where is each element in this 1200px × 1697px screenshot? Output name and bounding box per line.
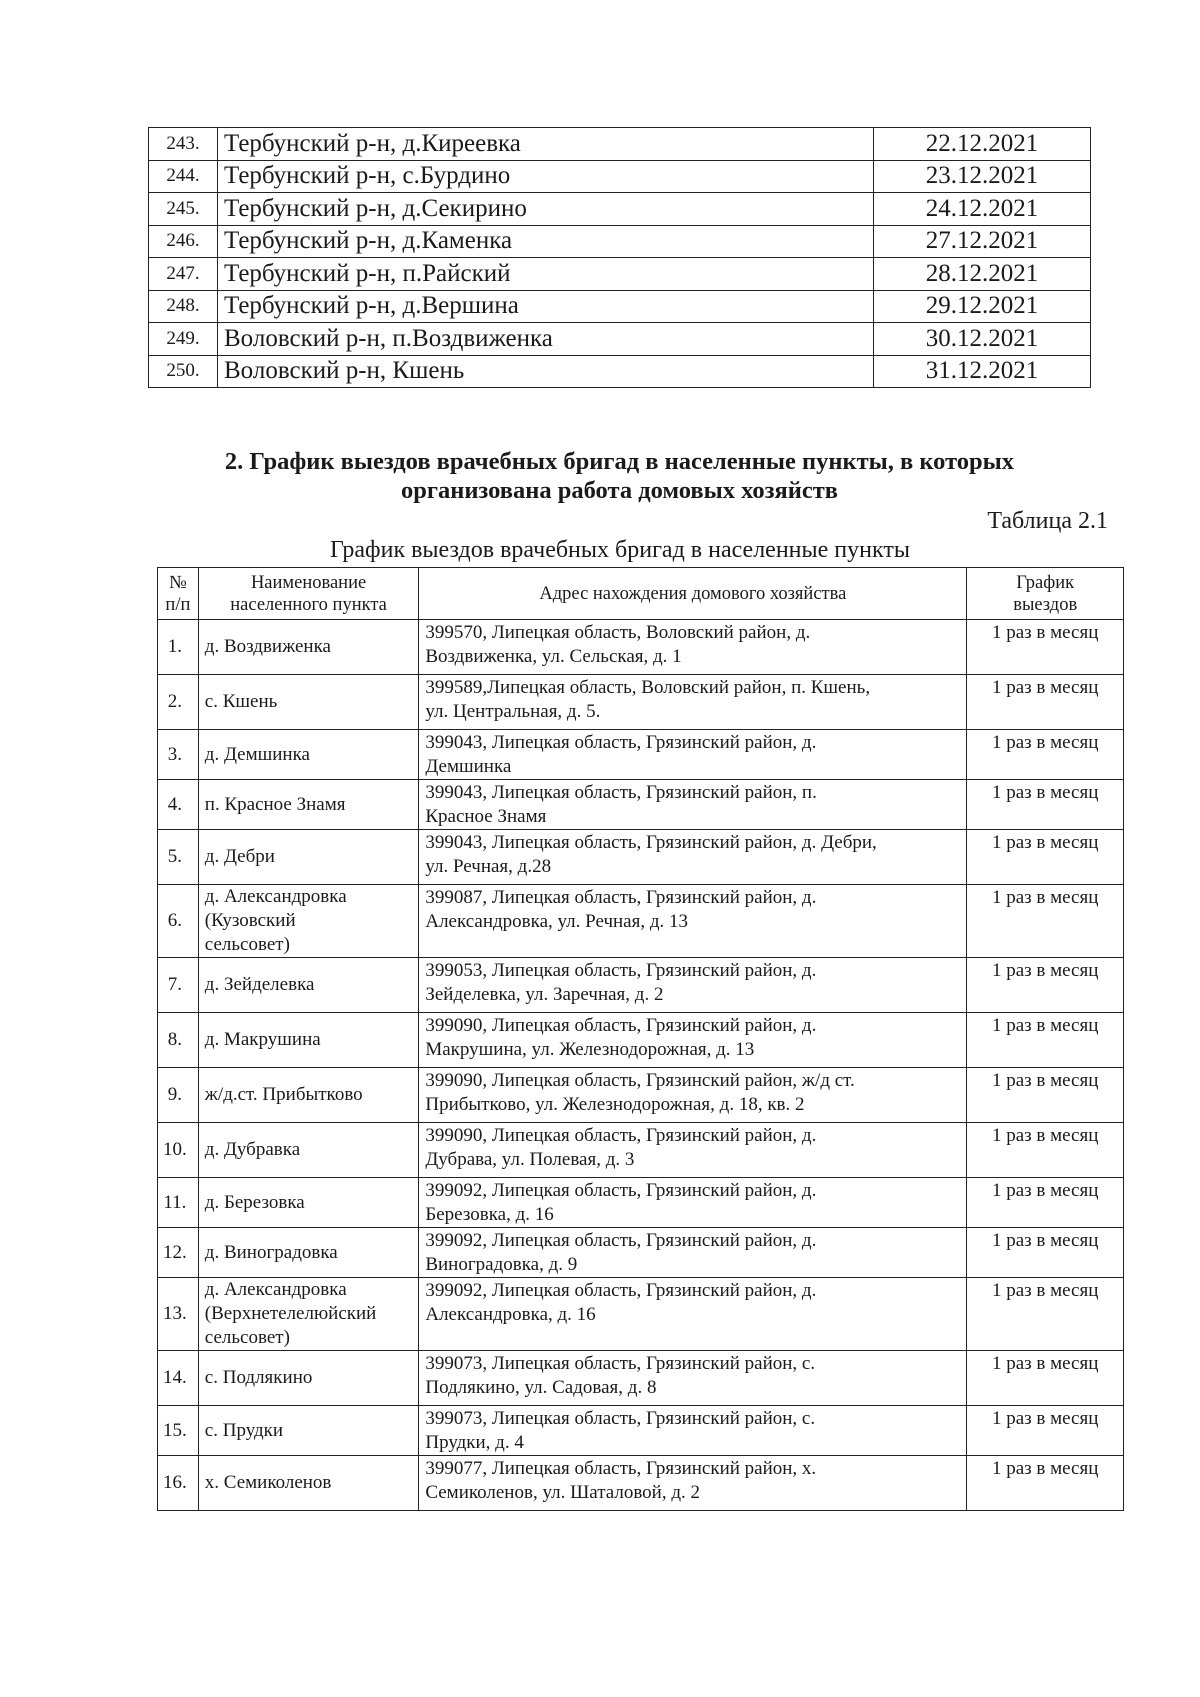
settlement-line: сельсовет) (204, 934, 290, 955)
settlement-line: д. Березовка (204, 1191, 305, 1213)
address-line: 399092, Липецкая область, Грязинский район, д. (425, 1230, 817, 1251)
row-settlement (198, 675, 419, 730)
row-schedule: 1 раз в месяц (967, 1406, 1124, 1456)
settlement-line: д. Александровка (204, 886, 347, 907)
table-row (149, 225, 1091, 258)
row-number: 10. (158, 1123, 199, 1178)
row-number: 249. (149, 323, 218, 356)
table-row (158, 1178, 1124, 1228)
row-date: 23.12.2021 (874, 160, 1091, 193)
row-date: 24.12.2021 (874, 193, 1091, 226)
table-header-row (158, 568, 1124, 620)
row-address (419, 1406, 967, 1456)
row-date: 31.12.2021 (874, 355, 1091, 388)
row-number: 245. (149, 193, 218, 226)
row-place: Тербунский р-н, д.Вершина (218, 290, 874, 323)
address-line: 399043, Липецкая область, Грязинский район, п. (425, 782, 817, 803)
address-line: 399073, Липецкая область, Грязинский район, с. (425, 1353, 816, 1374)
row-address (419, 1178, 967, 1228)
settlement-line: с. Подлякино (204, 1367, 313, 1388)
table-row (158, 1278, 1124, 1351)
row-number: 5. (158, 830, 199, 885)
header-address: Адрес нахождения домового хозяйства (419, 568, 967, 620)
table-row (149, 258, 1091, 291)
address-line: 399053, Липецкая область, Грязинский район, д. (425, 960, 817, 981)
header-settlement-name (198, 568, 419, 620)
row-place: Тербунский р-н, д.Киреевка (218, 128, 874, 161)
table-row (158, 1456, 1124, 1511)
row-number: 9. (158, 1068, 199, 1123)
row-address (419, 675, 967, 730)
row-number: 8. (158, 1013, 199, 1068)
address-line: Зейделевка, ул. Заречная, д. 2 (425, 984, 664, 1005)
address-line: 399043, Липецкая область, Грязинский район, д. Дебри, (425, 832, 877, 853)
row-schedule: 1 раз в месяц (967, 1013, 1124, 1068)
row-settlement (198, 1068, 419, 1123)
address-line: 399090, Липецкая область, Грязинский район, ж/д ст. (425, 1070, 855, 1091)
row-address (419, 780, 967, 830)
row-place: Воловский р-н, п.Воздвиженка (218, 323, 874, 356)
header-schedule-line-2: выездов (1013, 594, 1078, 615)
table-row (158, 1123, 1124, 1178)
row-schedule: 1 раз в месяц (967, 1278, 1124, 1351)
row-settlement (198, 1178, 419, 1228)
address-line: Виноградовка, д. 9 (425, 1254, 578, 1275)
table-row (158, 780, 1124, 830)
address-line: ул. Центральная, д. 5. (425, 701, 601, 722)
settlement-line: д. Демшинка (204, 743, 310, 765)
row-number: 3. (158, 730, 199, 780)
settlement-line: с. Кшень (204, 691, 278, 712)
settlement-line: д. Воздвиженка (204, 636, 331, 657)
row-address (419, 1068, 967, 1123)
row-address (419, 1123, 967, 1178)
settlement-line: с. Прудки (204, 1419, 284, 1441)
row-number: 246. (149, 225, 218, 258)
row-place: Воловский р-н, Кшень (218, 355, 874, 388)
row-number: 247. (149, 258, 218, 291)
address-line: Семиколенов, ул. Шаталовой, д. 2 (425, 1482, 700, 1503)
settlement-line: д. Зейделевка (204, 974, 315, 995)
row-schedule: 1 раз в месяц (967, 885, 1124, 958)
row-address (419, 1278, 967, 1351)
header-schedule-line-1: График (1016, 572, 1075, 593)
table-label: Таблица 2.1 (987, 508, 1108, 534)
row-schedule: 1 раз в месяц (967, 830, 1124, 885)
previous-schedule-table (148, 127, 1091, 388)
table-row (158, 885, 1124, 958)
address-line: Макрушина, ул. Железнодорожная, д. 13 (425, 1039, 755, 1060)
row-address (419, 730, 967, 780)
row-settlement (198, 620, 419, 675)
address-line: ул. Речная, д.28 (425, 856, 552, 877)
row-settlement (198, 1278, 419, 1351)
row-schedule: 1 раз в месяц (967, 730, 1124, 780)
row-settlement (198, 1228, 419, 1278)
header-schedule (967, 568, 1124, 620)
row-schedule: 1 раз в месяц (967, 1178, 1124, 1228)
address-line: Демшинка (425, 756, 512, 777)
header-settlement-line-2: населенного пункта (230, 594, 387, 615)
address-line: 399090, Липецкая область, Грязинский район, д. (425, 1015, 817, 1036)
table-row (158, 1068, 1124, 1123)
table-row (149, 290, 1091, 323)
row-schedule: 1 раз в месяц (967, 1123, 1124, 1178)
table-row (158, 1013, 1124, 1068)
row-settlement (198, 1013, 419, 1068)
row-place: Тербунский р-н, д.Каменка (218, 225, 874, 258)
address-line: 399077, Липецкая область, Грязинский район, х. (425, 1458, 817, 1479)
settlement-line: д. Виноградовка (204, 1241, 338, 1263)
row-number: 16. (158, 1456, 199, 1511)
row-place: Тербунский р-н, д.Секирино (218, 193, 874, 226)
row-number: 6. (158, 885, 199, 958)
row-number: 11. (158, 1178, 199, 1228)
row-number: 243. (149, 128, 218, 161)
table-row (158, 958, 1124, 1013)
table-row (158, 830, 1124, 885)
row-schedule: 1 раз в месяц (967, 780, 1124, 830)
row-number: 2. (158, 675, 199, 730)
settlement-line: (Верхнетелелюйский (204, 1303, 377, 1324)
row-settlement (198, 1406, 419, 1456)
address-line: 399090, Липецкая область, Грязинский район, д. (425, 1125, 817, 1146)
row-settlement (198, 1123, 419, 1178)
table-row (158, 1228, 1124, 1278)
address-line: Подлякино, ул. Садовая, д. 8 (425, 1377, 657, 1398)
row-address (419, 620, 967, 675)
row-schedule: 1 раз в месяц (967, 675, 1124, 730)
settlement-line: (Кузовский (204, 910, 296, 931)
header-number-line-1: № (169, 572, 187, 593)
row-schedule: 1 раз в месяц (967, 1456, 1124, 1511)
row-schedule: 1 раз в месяц (967, 620, 1124, 675)
address-line: 399073, Липецкая область, Грязинский район, с. (425, 1408, 816, 1429)
row-number: 7. (158, 958, 199, 1013)
row-address (419, 1013, 967, 1068)
row-address (419, 885, 967, 958)
table-caption: График выездов врачебных бригад в населенные пункты (330, 537, 910, 563)
settlement-line: д. Дубравка (204, 1139, 301, 1160)
table-row (149, 355, 1091, 388)
address-line: 399092, Липецкая область, Грязинский район, д. (425, 1280, 817, 1301)
settlement-line: д. Александровка (204, 1279, 347, 1300)
row-settlement (198, 780, 419, 830)
address-line: Березовка, д. 16 (425, 1204, 554, 1225)
row-number: 14. (158, 1351, 199, 1406)
settlement-line: д. Макрушина (204, 1029, 321, 1050)
row-settlement (198, 1456, 419, 1511)
row-settlement (198, 958, 419, 1013)
row-settlement (198, 1351, 419, 1406)
address-line: 399589,Липецкая область, Воловский район, п. Кшень, (425, 677, 871, 698)
row-address (419, 958, 967, 1013)
row-number: 13. (158, 1278, 199, 1351)
row-number: 244. (149, 160, 218, 193)
row-schedule: 1 раз в месяц (967, 1351, 1124, 1406)
row-place: Тербунский р-н, с.Бурдино (218, 160, 874, 193)
row-number: 250. (149, 355, 218, 388)
row-date: 27.12.2021 (874, 225, 1091, 258)
row-address (419, 1228, 967, 1278)
address-line: 399087, Липецкая область, Грязинский район, д. (425, 887, 817, 908)
row-date: 30.12.2021 (874, 323, 1091, 356)
header-settlement-line-1: Наименование (250, 572, 367, 593)
address-line: Красное Знамя (425, 806, 547, 827)
row-number: 1. (158, 620, 199, 675)
row-schedule: 1 раз в месяц (967, 1068, 1124, 1123)
settlement-line: сельсовет) (204, 1327, 290, 1348)
row-schedule: 1 раз в месяц (967, 1228, 1124, 1278)
row-place: Тербунский р-н, п.Райский (218, 258, 874, 291)
address-line: Дубрава, ул. Полевая, д. 3 (425, 1149, 635, 1170)
row-settlement (198, 885, 419, 958)
row-settlement (198, 730, 419, 780)
settlement-line: ж/д.ст. Прибытково (204, 1084, 363, 1105)
table-row (158, 675, 1124, 730)
row-address (419, 830, 967, 885)
address-line: 399092, Липецкая область, Грязинский район, д. (425, 1180, 817, 1201)
table-row (158, 1351, 1124, 1406)
row-schedule: 1 раз в месяц (967, 958, 1124, 1013)
table-row (149, 193, 1091, 226)
table-row (158, 730, 1124, 780)
row-date: 22.12.2021 (874, 128, 1091, 161)
household-visit-schedule-table (157, 567, 1124, 1511)
table-row (149, 160, 1091, 193)
section-title-line-1: 2. График выездов врачебных бригад в населенные пункты, в которых (224, 448, 1015, 475)
header-number-line-2: п/п (165, 594, 191, 615)
address-line: Александровка, д. 16 (425, 1304, 596, 1325)
row-address (419, 1351, 967, 1406)
row-address (419, 1456, 967, 1511)
row-number: 4. (158, 780, 199, 830)
settlement-line: п. Красное Знамя (204, 793, 346, 815)
address-line: Прудки, д. 4 (425, 1432, 524, 1453)
address-line: 399043, Липецкая область, Грязинский район, д. (425, 732, 817, 753)
settlement-line: д. Дебри (204, 846, 275, 867)
header-number (158, 568, 199, 620)
row-date: 29.12.2021 (874, 290, 1091, 323)
row-number: 12. (158, 1228, 199, 1278)
row-date: 28.12.2021 (874, 258, 1091, 291)
address-line: Прибытково, ул. Железнодорожная, д. 18, кв. 2 (425, 1094, 805, 1115)
table-row (158, 1406, 1124, 1456)
row-number: 248. (149, 290, 218, 323)
table-row (158, 620, 1124, 675)
section-title-line-2: организована работа домовых хозяйств (400, 477, 839, 504)
row-settlement (198, 830, 419, 885)
address-line: Воздвиженка, ул. Сельская, д. 1 (425, 646, 682, 667)
table-row (149, 323, 1091, 356)
address-line: Александровка, ул. Речная, д. 13 (425, 911, 689, 932)
section-title (148, 447, 1091, 505)
address-line: 399570, Липецкая область, Воловский район, д. (425, 622, 811, 643)
settlement-line: х. Семиколенов (204, 1472, 332, 1493)
row-number: 15. (158, 1406, 199, 1456)
table-row (149, 128, 1091, 161)
